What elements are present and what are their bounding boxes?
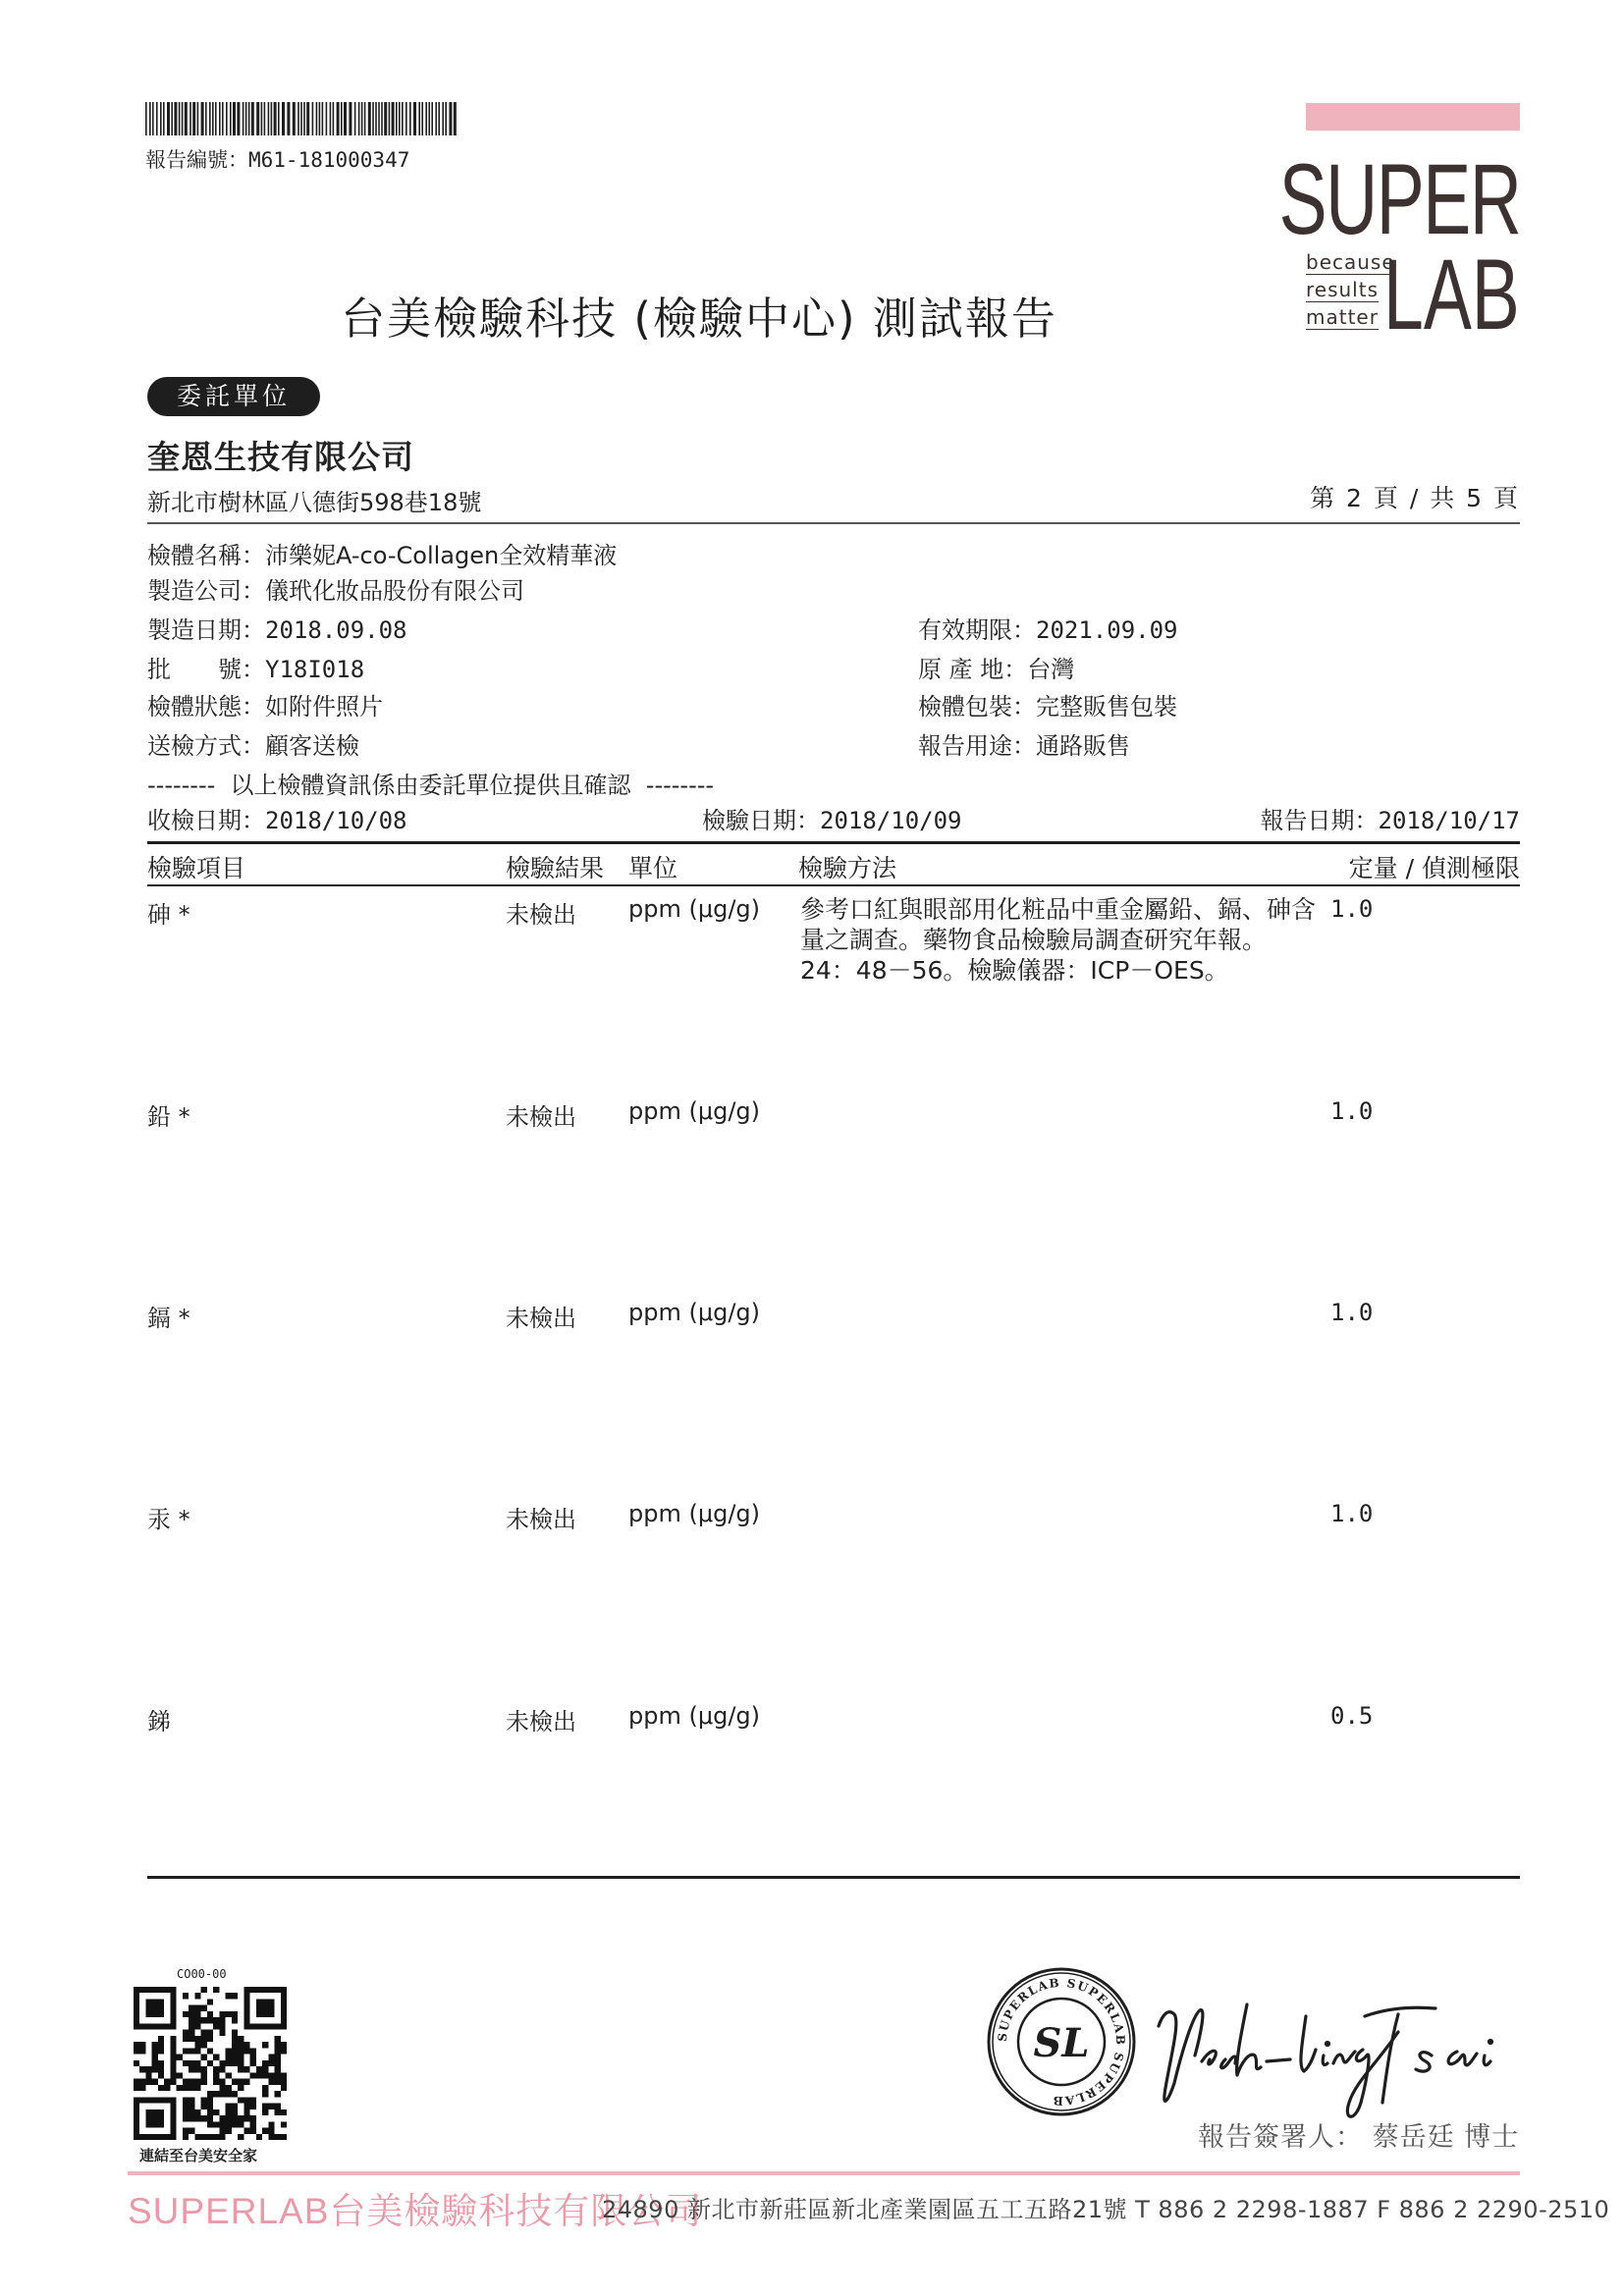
qr-caption: 連結至台美安全家 bbox=[139, 2147, 258, 2164]
expiry-date: 有效期限：2021.09.09 bbox=[918, 616, 1178, 644]
row-limit: 0.5 bbox=[1330, 1702, 1374, 1730]
handwritten-signature bbox=[1141, 1965, 1524, 2132]
footer-company: SUPERLAB台美檢驗科技有限公司 bbox=[128, 2191, 703, 2231]
report-number-label: 報告編號： bbox=[145, 148, 248, 172]
logo-tagline-3: matter bbox=[1306, 305, 1379, 329]
sample-info-note: -------- 以上檢體資訊係由委託單位提供且確認 -------- bbox=[147, 772, 715, 799]
row-method: 參考口紅與眼部用化粧品中重金屬鉛、鎘、砷含量之調查。藥物食品檢驗局調查研究年報。24：48－56。檢驗儀器：ICP－OES。 bbox=[800, 895, 1317, 985]
logo-tagline-2: results bbox=[1306, 278, 1380, 301]
page-number: 第 2 頁 / 共 5 頁 bbox=[1310, 484, 1520, 512]
row-item: 鎘 * bbox=[147, 1305, 190, 1332]
sample-name: 檢體名稱：沛樂妮A-co-Collagen全效精華液 bbox=[147, 542, 618, 569]
test-date: 檢驗日期：2018/10/09 bbox=[702, 807, 962, 834]
header-limit: 定量 / 偵測極限 bbox=[1348, 854, 1520, 882]
row-unit: ppm (μg/g) bbox=[628, 1702, 761, 1730]
svg-text:SL: SL bbox=[1033, 2020, 1090, 2066]
footer-address: 24890 新北市新莊區新北產業園區五工五路21號 T 886 2 2298-1887 F 886 2 2290-2510 bbox=[602, 2196, 1610, 2223]
manufacturer: 製造公司：儀玳化妝品股份有限公司 bbox=[147, 577, 524, 605]
row-item: 鉛 * bbox=[147, 1103, 190, 1131]
divider bbox=[147, 522, 1520, 524]
row-item: 砷 * bbox=[147, 901, 190, 929]
logo-accent-bar bbox=[1306, 103, 1520, 131]
report-purpose: 報告用途：通路販售 bbox=[918, 732, 1130, 760]
report-number bbox=[145, 144, 409, 174]
origin: 原 產 地：台灣 bbox=[918, 656, 1075, 683]
client-address: 新北市樹林區八德街598巷18號 bbox=[147, 489, 482, 516]
report-signer: 報告簽署人： 蔡岳廷 博士 bbox=[1198, 2122, 1520, 2153]
row-result: 未檢出 bbox=[506, 1506, 576, 1533]
packaging: 檢體包裝：完整販售包裝 bbox=[918, 693, 1177, 721]
qr-code[interactable] bbox=[134, 1987, 287, 2140]
row-unit: ppm (μg/g) bbox=[628, 895, 761, 923]
manufacture-date: 製造日期：2018.09.08 bbox=[147, 616, 407, 644]
submission-method: 送檢方式：顧客送檢 bbox=[147, 732, 359, 760]
sample-condition: 檢體狀態：如附件照片 bbox=[147, 693, 383, 721]
qr-code-id: CO00-00 bbox=[177, 1967, 227, 1981]
row-item: 銻 bbox=[147, 1708, 171, 1735]
row-limit: 1.0 bbox=[1330, 1097, 1374, 1125]
seal-stamp bbox=[985, 1965, 1138, 2118]
header-item: 檢驗項目 bbox=[147, 854, 246, 882]
header-result: 檢驗結果 bbox=[506, 854, 605, 882]
report-date: 報告日期：2018/10/17 bbox=[1260, 807, 1520, 834]
table-top-rule bbox=[147, 841, 1520, 844]
row-limit: 1.0 bbox=[1330, 895, 1374, 923]
row-result: 未檢出 bbox=[506, 1103, 576, 1131]
batch-number: 批 號：Y18I018 bbox=[147, 656, 365, 683]
logo-tagline-1: because bbox=[1306, 250, 1395, 274]
report-number-value: M61-181000347 bbox=[248, 148, 410, 172]
received-date: 收檢日期：2018/10/08 bbox=[147, 807, 407, 834]
svg-text:SUPERLAB SUPERLAB SUPERLAB: SUPERLAB SUPERLAB SUPERLAB bbox=[995, 1975, 1128, 2109]
row-unit: ppm (μg/g) bbox=[628, 1500, 761, 1527]
header-method: 檢驗方法 bbox=[798, 854, 897, 882]
logo-super-text: SUPER bbox=[1278, 143, 1520, 255]
row-unit: ppm (μg/g) bbox=[628, 1097, 761, 1125]
table-bottom-rule bbox=[147, 1876, 1520, 1879]
row-limit: 1.0 bbox=[1330, 1500, 1374, 1527]
report-title: 台美檢驗科技 (檢驗中心) 測試報告 bbox=[341, 293, 1057, 345]
header-unit: 單位 bbox=[628, 854, 678, 882]
row-result: 未檢出 bbox=[506, 1708, 576, 1735]
logo-lab-text: LAB bbox=[1383, 239, 1520, 350]
client-company: 奎恩生技有限公司 bbox=[147, 438, 414, 476]
client-badge: 委託單位 bbox=[147, 377, 320, 416]
row-limit: 1.0 bbox=[1330, 1299, 1374, 1326]
row-result: 未檢出 bbox=[506, 1305, 576, 1332]
row-result: 未檢出 bbox=[506, 901, 576, 929]
barcode bbox=[145, 102, 460, 135]
row-unit: ppm (μg/g) bbox=[628, 1299, 761, 1326]
footer-divider bbox=[128, 2171, 1520, 2175]
table-header-rule bbox=[147, 884, 1520, 886]
row-item: 汞 * bbox=[147, 1506, 190, 1533]
